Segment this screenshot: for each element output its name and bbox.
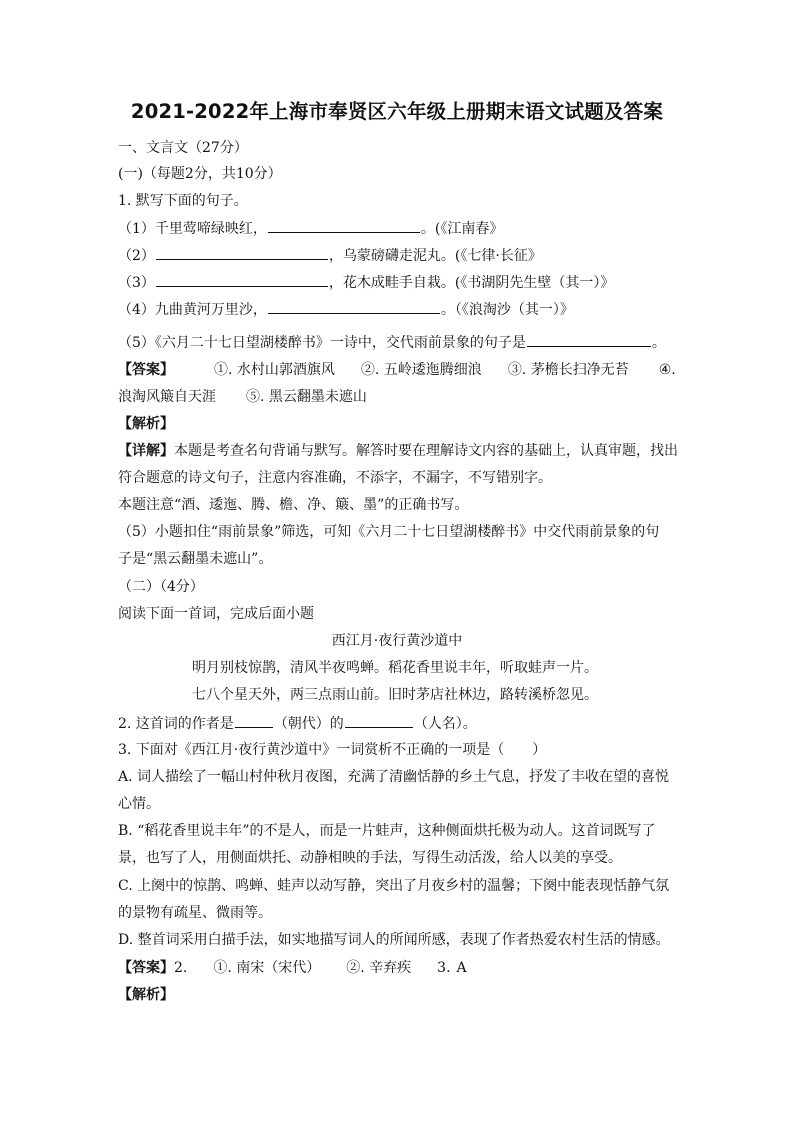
answer-item: ①. 水村山郭酒旗风 <box>214 362 335 378</box>
text-segment: （3） <box>118 275 155 291</box>
answer-blank <box>345 713 413 728</box>
answer-blank <box>156 272 328 287</box>
detail-label: 【详解】 <box>118 443 174 459</box>
text-segment: 。(《江南春》 <box>420 221 504 237</box>
question-1-line-2 <box>118 245 542 266</box>
answer-blank <box>268 218 420 233</box>
answer-item: ④. <box>658 362 676 378</box>
reading-prompt: 阅读下面一首词，完成后面小题 <box>118 606 314 622</box>
answer-line <box>118 958 467 978</box>
detail-paragraph-line <box>118 441 678 461</box>
question-2 <box>118 713 477 734</box>
poem-line: 七八个星天外，两三点雨山前。旧时茅店社林边，路转溪桥忽见。 <box>192 687 598 703</box>
text-segment: （2） <box>118 248 155 264</box>
answer-line <box>118 360 676 380</box>
answer-blank <box>235 713 273 728</box>
text-segment: ，乌蒙磅礴走泥丸。(《七律·长征》 <box>328 248 542 264</box>
question-1-line-1 <box>118 218 503 239</box>
question-1-line-5 <box>118 332 666 353</box>
option-c-continued: 的景物有疏星、微雨等。 <box>118 905 272 921</box>
answer-label: 【答案】 <box>118 960 174 976</box>
answer-item: 浪淘风簸自天涯 <box>118 389 216 405</box>
option-a: A. 词人描绘了一幅山村仲秋月夜图，充满了清幽恬静的乡土气息，抒发了丰收在望的喜悦 <box>118 769 670 785</box>
detail-text: 本题是考查名句背诵与默写。解答时要在理解诗文内容的基础上，认真审题，找出 <box>174 443 678 459</box>
question-1-line-3 <box>118 272 614 293</box>
subsection-heading: (一)（每题2分，共10分） <box>118 166 282 182</box>
section-heading: 一、文言文（27分） <box>118 140 248 156</box>
text-segment: ，花木成畦手自栽。(《书湖阴先生壁（其一）》 <box>328 275 615 291</box>
option-a-continued: 心情。 <box>118 796 160 812</box>
option-d: D. 整首词采用白描手法，如实地描写词人的所闻所感，表现了作者热爱农村生活的情感。 <box>118 932 670 948</box>
answer-item: A <box>456 960 467 976</box>
subsection-heading: （二）（4分） <box>118 579 204 595</box>
question-1-line-4 <box>118 299 574 320</box>
detail-paragraph-line: 符合题意的诗文句子，注意内容准确，不添字，不漏字，不写错别字。 <box>118 470 552 486</box>
answer-blank <box>268 299 440 314</box>
question-1-stem: 1. 默写下面的句子。 <box>118 193 248 209</box>
answer-item: ②. 五岭逶迤腾细浪 <box>360 362 482 378</box>
text-segment: （5）《六月二十七日望湖楼醉书》一诗中，交代雨前景象的句子是 <box>118 335 526 351</box>
answer-item: ⑤. 黑云翻墨未遮山 <box>246 389 367 405</box>
option-b-continued: 景，也写了人，用侧面烘托、动静相映的手法，写得生动活泼，给人以美的享受。 <box>118 850 622 866</box>
analysis-label: 【解析】 <box>118 987 174 1003</box>
text-segment: （4）九曲黄河万里沙， <box>118 302 267 318</box>
detail-paragraph-line: （5）小题扣住“雨前景象”筛选，可知《六月二十七日望湖楼醉书》中交代雨前景象的句 <box>118 524 660 540</box>
option-b: B. “稻花香里说丰年”的不是人，而是一片蛙声，这种侧面烘托极为动人。这首词既写了 <box>118 823 656 839</box>
text-segment: （1）千里莺啼绿映红， <box>118 221 267 237</box>
text-segment: 。（《浪淘沙（其一）》 <box>440 302 574 318</box>
answer-blank <box>156 245 328 260</box>
poem-line: 明月别枝惊鹊，清风半夜鸣蝉。稻花香里说丰年，听取蛙声一片。 <box>192 660 598 676</box>
option-c: C. 上阕中的惊鹊、鸣蝉、蛙声以动写静，突出了月夜乡村的温馨；下阕中能表现恬静气氛 <box>118 878 670 894</box>
answer-item: 2. <box>174 960 188 976</box>
detail-paragraph-line: 本题注意“酒、逶迤、腾、檐、净、簸、墨”的正确书写。 <box>118 497 469 513</box>
answer-item: ②. 辛弃疾 <box>346 960 412 976</box>
detail-paragraph-line: 子是“黑云翻墨未遮山”。 <box>118 551 273 567</box>
text-segment: （朝代）的 <box>273 716 344 732</box>
text-segment: （人名）。 <box>413 716 477 732</box>
poem-title: 西江月·夜行黄沙道中 <box>331 633 463 649</box>
answer-item: ①. 南宋（宋代） <box>213 960 321 976</box>
answer-blank <box>527 332 651 347</box>
answer-line-continued <box>118 387 367 407</box>
answer-label: 【答案】 <box>118 362 174 378</box>
question-3-stem: 3. 下面对《西江月·夜行黄沙道中》一词赏析不正确的一项是（ ） <box>118 742 547 758</box>
analysis-label: 【解析】 <box>118 416 174 432</box>
text-segment: 2. 这首词的作者是 <box>118 716 234 732</box>
answer-item: ③. 茅檐长扫净无苔 <box>507 362 629 378</box>
answer-item: 3. <box>437 960 451 976</box>
text-segment: 。 <box>651 335 666 351</box>
page-title: 2021-2022年上海市奉贤区六年级上册期末语文试题及答案 <box>130 100 664 123</box>
